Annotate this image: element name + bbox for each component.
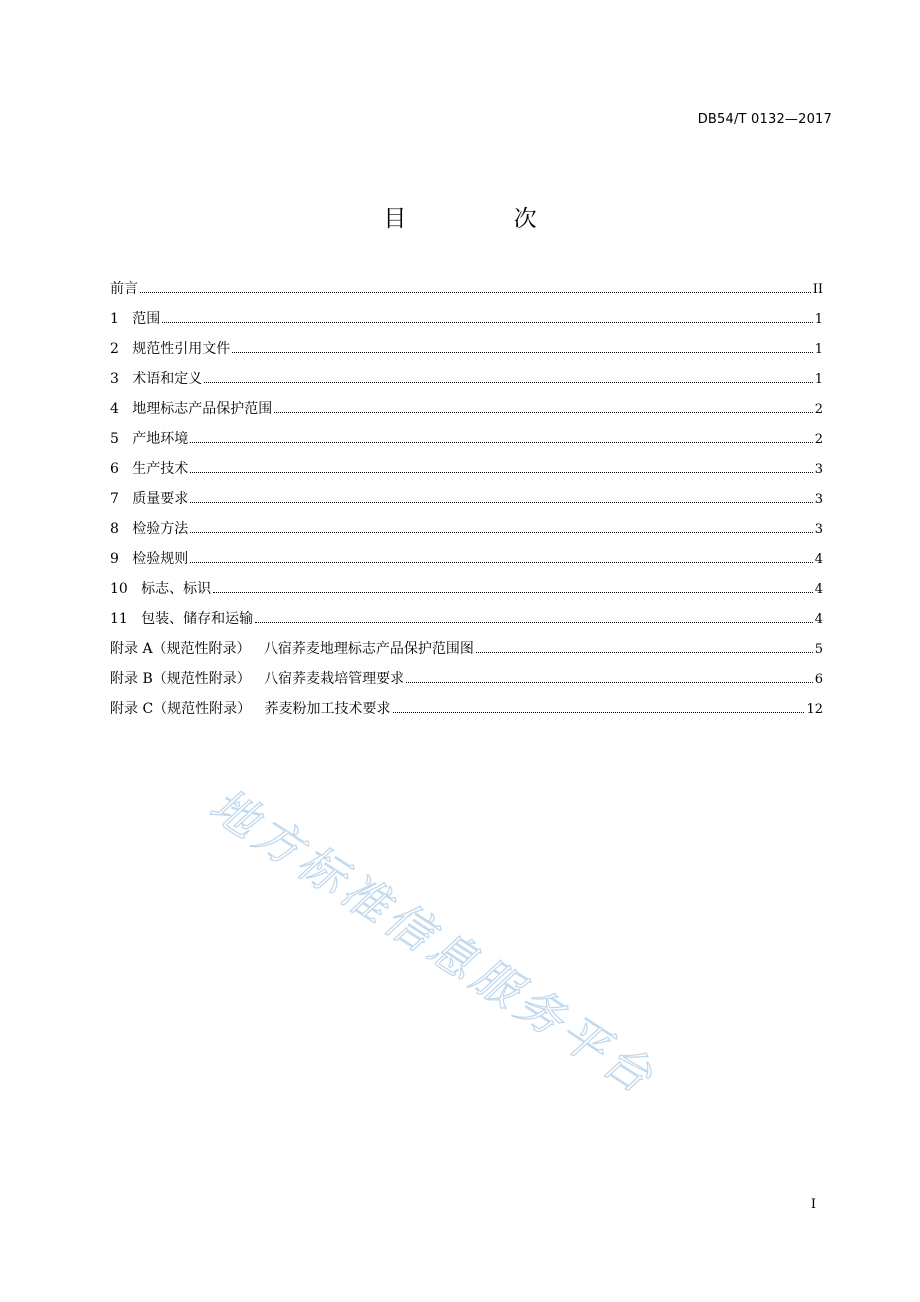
toc-entry-label: 3 术语和定义 bbox=[110, 371, 203, 387]
toc-dot-leader bbox=[162, 321, 812, 323]
toc-entry-label: 附录 B（规范性附录） 八宿荞麦栽培管理要求 bbox=[110, 671, 405, 687]
toc-dot-leader bbox=[140, 291, 811, 293]
watermark: 地方标准信息服务平台 bbox=[200, 777, 667, 1107]
toc-dot-leader bbox=[213, 591, 813, 593]
toc-entry-page: 6 bbox=[814, 672, 823, 687]
toc-entry[interactable] bbox=[110, 667, 823, 697]
toc-entry-label: 5 产地环境 bbox=[110, 431, 189, 447]
table-of-contents bbox=[110, 277, 823, 727]
toc-dot-leader bbox=[190, 501, 812, 503]
page-title: 目 次 bbox=[383, 206, 587, 232]
toc-entry-label: 6 生产技术 bbox=[110, 461, 189, 477]
toc-entry[interactable] bbox=[110, 457, 823, 487]
toc-entry-page: 4 bbox=[814, 552, 823, 567]
toc-entry-page: 12 bbox=[806, 702, 823, 717]
toc-dot-leader bbox=[190, 471, 812, 473]
toc-dot-leader bbox=[190, 561, 812, 563]
toc-entry[interactable] bbox=[110, 547, 823, 577]
toc-entry-page: 4 bbox=[814, 612, 823, 627]
toc-entry-page: 3 bbox=[814, 462, 823, 477]
toc-entry-page: 1 bbox=[814, 372, 823, 387]
toc-dot-leader bbox=[204, 381, 812, 383]
toc-entry-page: 3 bbox=[814, 492, 823, 507]
toc-entry[interactable] bbox=[110, 577, 823, 607]
toc-dot-leader bbox=[232, 351, 812, 353]
toc-entry[interactable] bbox=[110, 517, 823, 547]
toc-entry[interactable] bbox=[110, 397, 823, 427]
toc-entry[interactable] bbox=[110, 487, 823, 517]
toc-entry[interactable] bbox=[110, 697, 823, 727]
toc-entry[interactable] bbox=[110, 277, 823, 307]
toc-entry-label: 11 包装、储存和运输 bbox=[110, 611, 254, 627]
toc-entry-page: 2 bbox=[814, 402, 823, 417]
toc-entry-label: 10 标志、标识 bbox=[110, 581, 212, 597]
toc-entry-page: II bbox=[812, 282, 823, 297]
toc-entry-label: 2 规范性引用文件 bbox=[110, 341, 231, 357]
toc-entry-label: 附录 C（规范性附录） 荞麦粉加工技术要求 bbox=[110, 701, 391, 717]
toc-entry-label: 9 检验规则 bbox=[110, 551, 189, 567]
toc-dot-leader bbox=[190, 441, 812, 443]
page-number: I bbox=[810, 1197, 816, 1212]
toc-entry[interactable] bbox=[110, 367, 823, 397]
toc-dot-leader bbox=[476, 651, 813, 653]
toc-entry-page: 1 bbox=[814, 342, 823, 357]
toc-dot-leader bbox=[274, 411, 812, 413]
toc-dot-leader bbox=[255, 621, 813, 623]
toc-entry-page: 5 bbox=[814, 642, 823, 657]
toc-entry[interactable] bbox=[110, 337, 823, 367]
toc-entry[interactable] bbox=[110, 637, 823, 667]
toc-dot-leader bbox=[190, 531, 812, 533]
toc-entry-page: 1 bbox=[814, 312, 823, 327]
toc-entry-label: 7 质量要求 bbox=[110, 491, 189, 507]
toc-entry-label: 附录 A（规范性附录） 八宿荞麦地理标志产品保护范围图 bbox=[110, 641, 474, 657]
toc-dot-leader bbox=[406, 681, 813, 683]
toc-entry-page: 2 bbox=[814, 432, 823, 447]
document-code: DB54/T 0132—2017 bbox=[697, 112, 832, 127]
toc-entry-label: 1 范围 bbox=[110, 311, 161, 327]
toc-entry-label: 8 检验方法 bbox=[110, 521, 189, 537]
toc-entry-label: 4 地理标志产品保护范围 bbox=[110, 401, 273, 417]
toc-entry[interactable] bbox=[110, 427, 823, 457]
toc-entry[interactable] bbox=[110, 607, 823, 637]
toc-entry-label: 前言 bbox=[110, 281, 138, 297]
toc-entry-page: 3 bbox=[814, 522, 823, 537]
toc-dot-leader bbox=[393, 711, 805, 713]
toc-entry[interactable] bbox=[110, 307, 823, 337]
toc-entry-page: 4 bbox=[814, 582, 823, 597]
